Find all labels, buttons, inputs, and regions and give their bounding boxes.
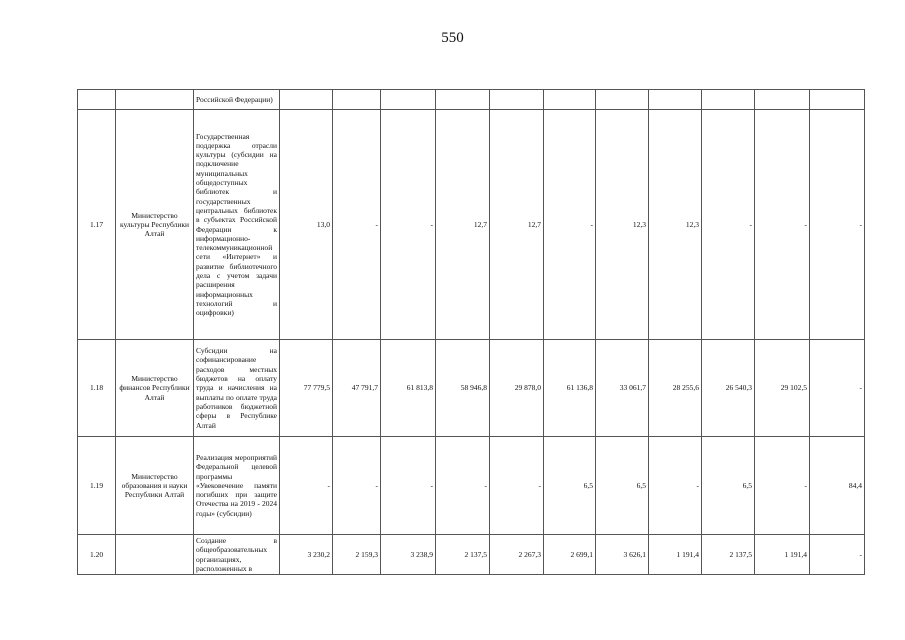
value-cell: 61 813,8 (381, 340, 436, 437)
value-cell: 28 255,6 (649, 340, 702, 437)
value-cell: 3 230,2 (280, 535, 333, 575)
value-cell (810, 90, 865, 110)
value-cell: - (702, 110, 755, 340)
value-cell: 2 137,5 (702, 535, 755, 575)
value-cell: 47 791,7 (333, 340, 381, 437)
organization-cell: Министерство финансов Республики Алтай (116, 340, 194, 437)
value-cell: 3 626,1 (596, 535, 649, 575)
value-cell (755, 90, 810, 110)
value-cell: 77 779,5 (280, 340, 333, 437)
organization-cell (116, 535, 194, 575)
value-cell (702, 90, 755, 110)
value-cell: - (280, 437, 333, 535)
value-cell: 12,3 (596, 110, 649, 340)
value-cell: 1 191,4 (649, 535, 702, 575)
value-cell: 12,7 (490, 110, 544, 340)
value-cell: 61 136,8 (544, 340, 596, 437)
value-cell: 13,0 (280, 110, 333, 340)
description-cell: Государственная поддержка отрасли культуры (субсидии на подключение муниципальных общедоступных библиотек и государственных центральных библиотек в субъектах Российской Федерации к информационно-телекоммуникационной сети «Интернет» и развитие библиотечного дела с учетом задачи расширения информационных технологий и оцифровки) (194, 110, 280, 340)
row-number-cell: 1.18 (78, 340, 116, 437)
value-cell: 2 137,5 (436, 535, 490, 575)
value-cell (544, 90, 596, 110)
value-cell: 2 159,3 (333, 535, 381, 575)
value-cell: 2 267,3 (490, 535, 544, 575)
value-cell (381, 90, 436, 110)
description-cell: Российской Федерации) (194, 90, 280, 110)
row-number-cell: 1.17 (78, 110, 116, 340)
value-cell: 29 102,5 (755, 340, 810, 437)
value-cell: - (755, 110, 810, 340)
table-row (78, 535, 865, 575)
table-row (78, 437, 865, 535)
value-cell: 6,5 (702, 437, 755, 535)
value-cell: 12,7 (436, 110, 490, 340)
page-number: 550 (441, 30, 464, 46)
table-row (78, 110, 865, 340)
value-cell: 6,5 (596, 437, 649, 535)
organization-cell: Министерство культуры Республики Алтай (116, 110, 194, 340)
table-row (78, 340, 865, 437)
value-cell: - (381, 110, 436, 340)
value-cell: - (649, 437, 702, 535)
row-number-cell (78, 90, 116, 110)
value-cell: - (381, 437, 436, 535)
value-cell (649, 90, 702, 110)
value-cell (436, 90, 490, 110)
value-cell (490, 90, 544, 110)
value-cell: - (755, 437, 810, 535)
budget-table (77, 89, 865, 575)
value-cell: - (490, 437, 544, 535)
table-row (78, 90, 865, 110)
value-cell: - (810, 340, 865, 437)
value-cell (333, 90, 381, 110)
value-cell: 6,5 (544, 437, 596, 535)
value-cell: 26 540,3 (702, 340, 755, 437)
value-cell: 3 238,9 (381, 535, 436, 575)
description-cell: Субсидии на софинансирование расходов местных бюджетов на оплату труда и начисления на выплаты по оплате труда работников бюджетной сферы в Республике Алтай (194, 340, 280, 437)
value-cell: - (333, 110, 381, 340)
value-cell: - (810, 535, 865, 575)
value-cell: - (810, 110, 865, 340)
value-cell: 1 191,4 (755, 535, 810, 575)
description-cell: Реализация мероприятий Федеральной целевой программы «Увековечение памяти погибших при защите Отечества на 2019 - 2024 годы» (субсидии) (194, 437, 280, 535)
value-cell (596, 90, 649, 110)
value-cell: 2 699,1 (544, 535, 596, 575)
value-cell: 58 946,8 (436, 340, 490, 437)
description-cell: Создание в общеобразовательных организациях, расположенных в (194, 535, 280, 575)
value-cell: - (436, 437, 490, 535)
value-cell: 29 878,0 (490, 340, 544, 437)
row-number-cell: 1.20 (78, 535, 116, 575)
value-cell: - (544, 110, 596, 340)
value-cell: 84,4 (810, 437, 865, 535)
organization-cell (116, 90, 194, 110)
value-cell: - (333, 437, 381, 535)
value-cell (280, 90, 333, 110)
row-number-cell: 1.19 (78, 437, 116, 535)
value-cell: 33 061,7 (596, 340, 649, 437)
organization-cell: Министерство образования и науки Республики Алтай (116, 437, 194, 535)
value-cell: 12,3 (649, 110, 702, 340)
